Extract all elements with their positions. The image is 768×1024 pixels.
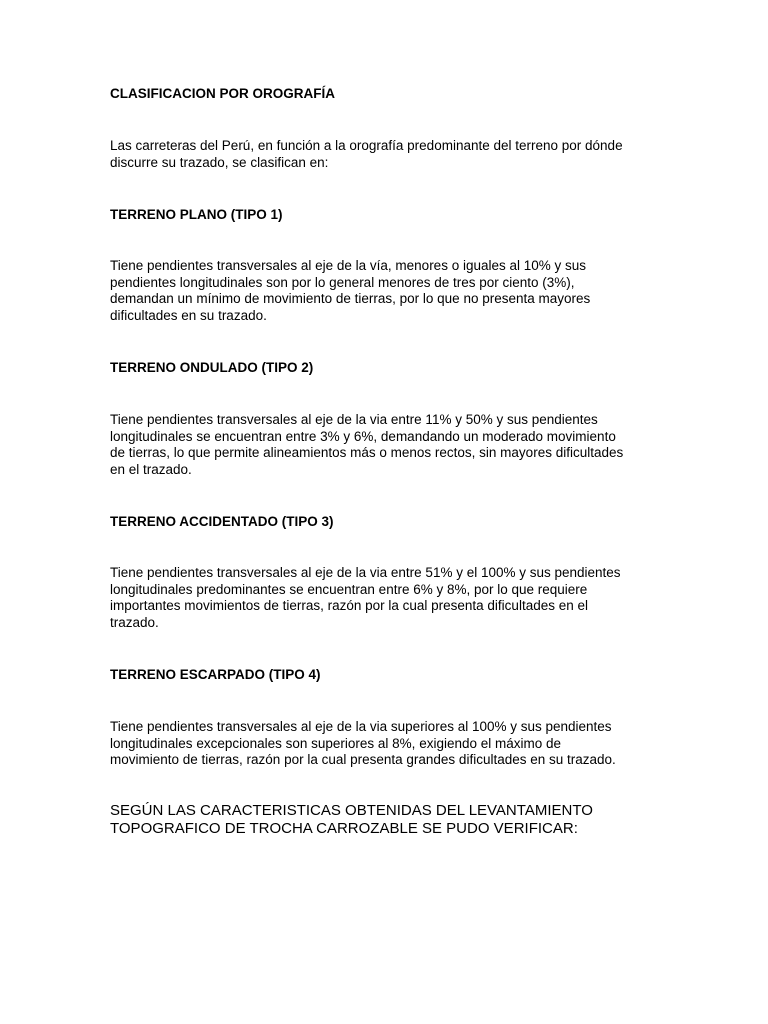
paragraph-line: demandan un mínimo de movimiento de tierras, por lo que no presenta mayores	[110, 291, 591, 306]
paragraph-line: trazado.	[110, 614, 159, 630]
paragraph-line: importantes movimientos de tierras, razón por la cual presenta dificultades en el	[110, 598, 588, 613]
section-heading-plano: TERRENO PLANO (TIPO 1)	[110, 207, 283, 222]
paragraph-line: Tiene pendientes transversales al eje de la via superiores al 100% y sus pendientes	[110, 719, 612, 734]
section-body-plano	[110, 258, 670, 324]
section-body-accidentado	[110, 565, 670, 631]
paragraph-line: de tierras, lo que permite alineamientos más o menos rectos, sin mayores dificultades	[110, 445, 624, 460]
paragraph-line: Tiene pendientes transversales al eje de la vía, menores o iguales al 10% y sus	[110, 258, 587, 273]
section-body-escarpado	[110, 719, 670, 769]
paragraph-line: pendientes longitudinales son por lo general menores de tres por ciento (3%),	[110, 274, 575, 290]
document-title: CLASIFICACION POR OROGRAFÍA	[110, 86, 335, 101]
section-body-ondulado	[110, 412, 670, 478]
paragraph-line: Tiene pendientes transversales al eje de la via entre 11% y 50% y sus pendientes	[110, 412, 598, 427]
paragraph-line: Tiene pendientes transversales al eje de la via entre 51% y el 100% y sus pendientes	[110, 565, 621, 580]
paragraph-line: discurre su trazado, se clasifican en:	[110, 154, 329, 170]
section-heading-ondulado: TERRENO ONDULADO (TIPO 2)	[110, 360, 314, 375]
paragraph-line: longitudinales se encuentran entre 3% y 6%, demandando un moderado movimiento	[110, 428, 616, 444]
paragraph-line: Las carreteras del Perú, en función a la orografía predominante del terreno por dónde	[110, 138, 623, 153]
closing-line: SEGÚN LAS CARACTERISTICAS OBTENIDAS DEL LEVANTAMIENTO	[110, 802, 593, 819]
section-heading-escarpado: TERRENO ESCARPADO (TIPO 4)	[110, 667, 321, 682]
closing-statement	[110, 802, 670, 838]
intro-paragraph	[110, 138, 670, 171]
paragraph-line: dificultades en su trazado.	[110, 307, 267, 323]
paragraph-line: longitudinales predominantes se encuentran entre 6% y 8%, por lo que requiere	[110, 581, 588, 597]
paragraph-line: en el trazado.	[110, 461, 192, 477]
closing-line: TOPOGRAFICO DE TROCHA CARROZABLE SE PUDO VERIFICAR:	[110, 820, 578, 837]
section-heading-accidentado: TERRENO ACCIDENTADO (TIPO 3)	[110, 514, 334, 529]
paragraph-line: longitudinales excepcionales son superiores al 8%, exigiendo el máximo de	[110, 735, 562, 751]
paragraph-line: movimiento de tierras, razón por la cual presenta grandes dificultades en su trazado.	[110, 752, 616, 767]
